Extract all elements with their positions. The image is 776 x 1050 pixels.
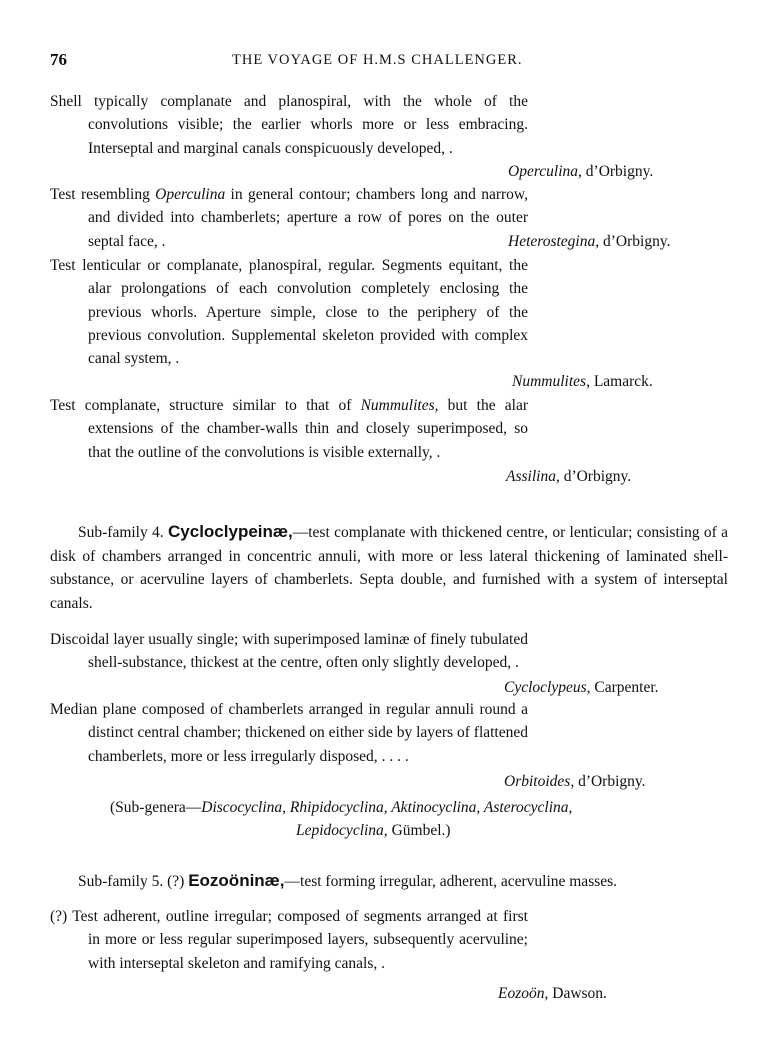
running-title: THE VOYAGE OF H.M.S CHALLENGER. xyxy=(232,52,523,68)
key-entry-operculina: Shell typically complanate and planospiral, with the whole of the convolutions visible; the earlier whorls more or less embracing. Interseptal and marginal canals conspicuously developed, . xyxy=(50,93,528,157)
subfamily-5-name: Eozoöninæ, xyxy=(188,871,285,890)
genus-heterostegina: Heterostegina, d’Orbigny. xyxy=(508,233,671,250)
key-entry-cycloclypeus: Discoidal layer usually single; with superimposed laminæ of finely tubulated shell-substance, thickest at the centre, often only slightly developed, . xyxy=(50,631,528,672)
subfamily-5-description: Sub-family 5. (?) Eozoöninæ,—test forming irregular, adherent, acervuline masses. xyxy=(78,871,618,890)
subgenera-list: (Sub-genera—Discocyclina, Rhipidocyclina, Aktinocyclina, Asterocyclina, Lepidocyclina, Gümbel.) xyxy=(110,799,573,840)
page-number: 76 xyxy=(50,50,67,69)
genus-operculina: Operculina, d’Orbigny. xyxy=(508,163,654,180)
genus-assilina: Assilina, d’Orbigny. xyxy=(506,468,632,485)
subfamily-4-name: Cycloclypeinæ, xyxy=(168,522,293,541)
genus-cycloclypeus: Cycloclypeus, Carpenter. xyxy=(504,679,659,696)
key-entry-nummulites: Test lenticular or complanate, planospiral, regular. Segments equitant, the alar prolongations of each convolution completely enclosing the previous whorls. Aperture simple, close to the periphery of the previous convolution. Supplemental skeleton provided with complex canal system, . xyxy=(50,257,528,368)
genus-nummulites: Nummulites, Lamarck. xyxy=(512,373,653,390)
genus-orbitoides: Orbitoides, d’Orbigny. xyxy=(504,773,646,790)
key-entry-eozoon: (?) Test adherent, outline irregular; composed of segments arranged at first in more or less regular superimposed layers, subsequently acervuline; with interseptal skeleton and ramifying canals, . xyxy=(50,908,528,972)
key-entry-heterostegina: Test resembling Operculina in general contour; chambers long and narrow, and divided into chamberlets; aperture a row of pores on the outer septal face, . xyxy=(50,186,528,250)
key-entry-orbitoides: Median plane composed of chamberlets arranged in regular annuli round a distinct central chamber; thickened on either side by layers of flattened chamberlets, more or less irregularly disposed, . . . . xyxy=(50,701,528,765)
genus-eozoon: Eozoön, Dawson. xyxy=(498,985,607,1002)
key-entry-assilina: Test complanate, structure similar to that of Nummulites, but the alar extensions of the chamber-walls thin and closely superimposed, so that the outline of the convolutions is visible externally, . xyxy=(50,397,528,461)
subfamily-4-description: Sub-family 4. Cycloclypeinæ,—test complanate with thickened centre, or lenticular; consisting of a disk of chambers arranged in concentric annuli, with more or less lateral thickening of laminated shell-substance, or acervuline layers of chamberlets. Septa double, and furnished with a system of interseptal canals. xyxy=(50,522,728,612)
